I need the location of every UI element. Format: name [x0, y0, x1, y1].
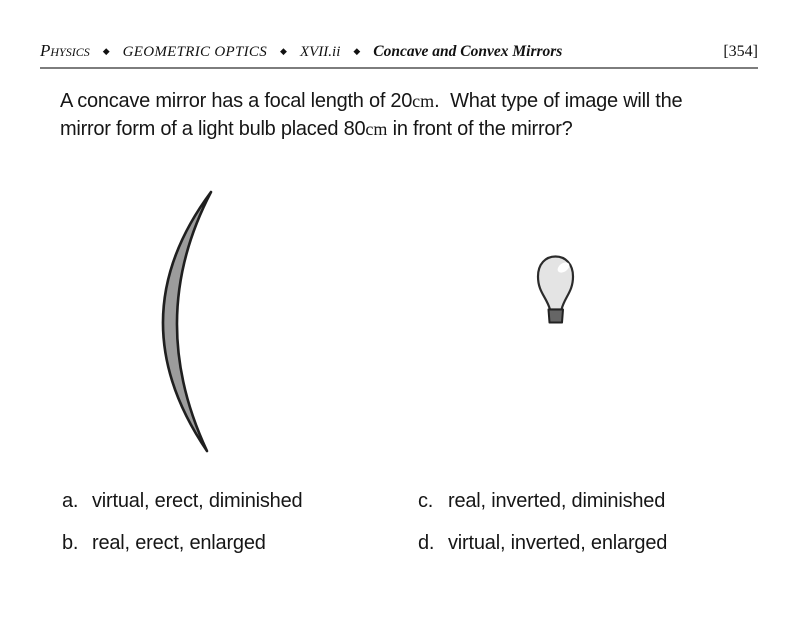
option-text: virtual, inverted, enlarged [448, 532, 668, 554]
diamond-icon: ◆ [280, 46, 287, 56]
option-text: real, erect, enlarged [92, 532, 266, 554]
concave-mirror-shape [163, 192, 211, 451]
question-segment: mirror form of a light bulb placed 80 [60, 118, 366, 140]
diamond-icon: ◆ [102, 46, 110, 56]
section-label: XVII.ii [299, 44, 341, 60]
question-segment: in front of the mirror? [387, 118, 573, 140]
unit-label: GEOMETRIC OPTICS [122, 44, 268, 60]
answer-options [62, 488, 667, 556]
unit-cm: cm [365, 119, 388, 139]
topic-label: Concave and Convex Mirrors [373, 43, 563, 60]
answer-option-c [418, 488, 667, 514]
question-segment: A concave mirror has a focal length of 20 [60, 90, 413, 112]
option-label: b. [62, 532, 79, 554]
light-bulb [538, 257, 573, 323]
bulb-base [549, 310, 564, 323]
option-label: a. [62, 490, 79, 512]
page-number: [354] [723, 43, 758, 60]
option-label: c. [418, 490, 434, 512]
unit-cm: cm [412, 91, 435, 111]
option-text: virtual, erect, diminished [92, 490, 303, 512]
diamond-icon: ◆ [353, 46, 361, 56]
answer-option-a [62, 488, 418, 514]
question-segment: . What type of image will the [434, 90, 683, 112]
answer-option-d [418, 530, 667, 556]
option-text: real, inverted, diminished [448, 490, 666, 512]
course-label: Physics [40, 41, 90, 60]
option-label: d. [418, 532, 435, 554]
answer-option-b [62, 530, 418, 556]
